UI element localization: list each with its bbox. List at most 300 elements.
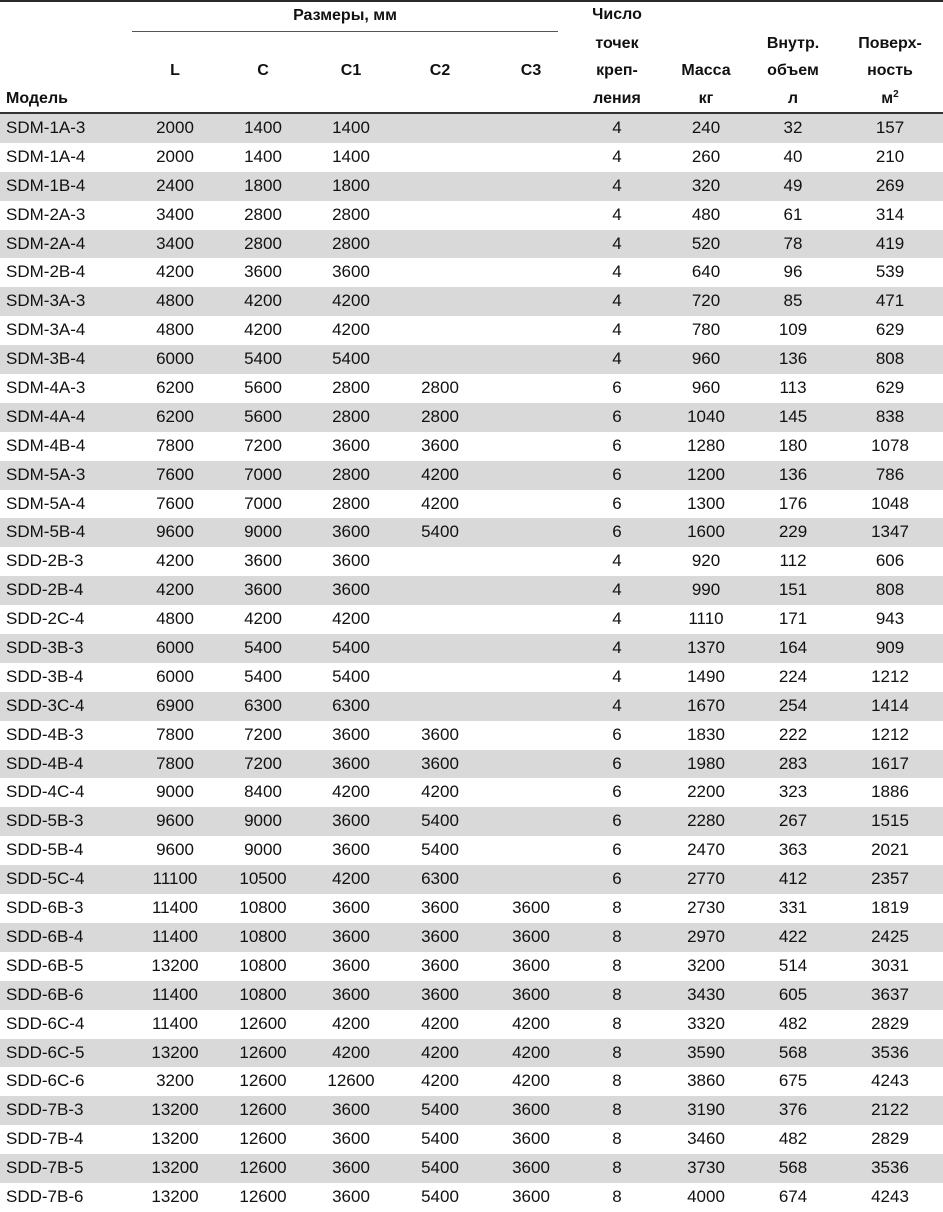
cell-mass: 3590 [687,1042,725,1062]
cell-volume: 514 [778,955,808,975]
cell-model: SDD-6B-5 [6,955,84,975]
cell-model: SDD-3B-4 [6,666,84,686]
cell-l: 11400 [151,898,198,918]
cell-c1: 4200 [332,1013,370,1033]
cell-surface: 269 [875,175,905,195]
cell-surface: 2122 [871,1100,909,1120]
cell-c1: 3600 [332,1129,370,1149]
table-row [0,345,943,374]
cell-c: 4200 [244,291,282,311]
cell-l: 6000 [156,666,194,686]
cell-c1: 3600 [332,1186,370,1206]
header-mass-line2: кг [698,90,714,107]
cell-l: 13200 [151,955,199,975]
cell-c1: 3600 [332,1158,370,1178]
header-c1: C1 [340,62,362,79]
cell-surface: 2425 [871,926,909,946]
cell-mass: 3190 [687,1100,725,1120]
cell-surface: 2357 [871,869,909,889]
cell-volume: 151 [778,580,808,600]
table-row [0,634,943,663]
cell-points: 8 [612,926,622,946]
cell-mass: 1670 [687,695,725,715]
table-row [0,923,943,952]
table-row [0,547,943,576]
table-row [0,258,943,287]
cell-c3: 4200 [512,1013,550,1033]
cell-mass: 1830 [687,724,725,744]
cell-c: 9000 [244,840,282,860]
cell-points: 8 [612,898,622,918]
header-c: C [257,62,269,79]
cell-mass: 240 [691,118,721,137]
cell-l: 6200 [156,406,194,426]
cell-points: 8 [612,1129,622,1149]
table-row [0,230,943,259]
cell-model: SDM-1A-3 [6,118,86,137]
cell-c1: 3600 [332,984,370,1004]
cell-volume: 674 [778,1186,808,1206]
cell-volume: 482 [778,1013,808,1033]
cell-volume: 85 [783,291,803,311]
cell-points: 6 [612,522,622,542]
cell-c: 12600 [239,1071,287,1091]
cell-model: SDM-3B-4 [6,349,86,369]
cell-model: SDM-3A-4 [6,320,86,340]
table-row [0,1183,943,1212]
cell-surface: 606 [875,551,905,571]
cell-mass: 990 [691,580,721,600]
cell-l: 11400 [151,984,198,1004]
cell-c2: 4200 [421,1013,459,1033]
cell-c: 9000 [244,522,282,542]
cell-mass: 2280 [687,811,725,831]
cell-c2: 5400 [421,1129,459,1149]
cell-l: 2400 [156,175,194,195]
cell-c: 12600 [239,1042,287,1062]
cell-volume: 136 [778,349,808,369]
cell-model: SDD-6C-5 [6,1042,85,1062]
cell-c: 5400 [244,666,282,686]
cell-c1: 6300 [332,695,370,715]
cell-surface: 419 [875,233,905,253]
cell-c1: 2800 [332,464,370,484]
cell-c1: 1400 [332,118,370,137]
table-row [0,201,943,230]
cell-c: 9000 [244,811,282,831]
cell-points: 4 [612,262,622,282]
cell-c1: 5400 [332,666,370,686]
cell-c1: 4200 [332,782,370,802]
cell-c2: 3600 [421,926,459,946]
cell-surface: 1212 [871,666,909,686]
cell-volume: 78 [783,233,803,253]
cell-c2: 5400 [421,811,459,831]
header-l: L [170,62,180,79]
cell-model: SDD-2B-4 [6,580,84,600]
table-row [0,1039,943,1068]
table-row [0,605,943,634]
cell-l: 4800 [156,609,194,629]
cell-l: 3400 [156,204,194,224]
cell-c1: 3600 [332,522,370,542]
cell-model: SDM-1B-4 [6,175,86,195]
cell-volume: 96 [783,262,803,282]
cell-l: 7600 [156,464,194,484]
cell-model: SDM-2B-4 [6,262,86,282]
cell-model: SDD-7B-5 [6,1158,84,1178]
cell-c: 7200 [244,724,282,744]
cell-l: 3400 [156,233,194,253]
cell-volume: 376 [778,1100,808,1120]
cell-surface: 2021 [871,840,909,860]
cell-c: 6300 [244,695,282,715]
cell-mass: 2770 [687,869,725,889]
cell-points: 4 [612,118,622,137]
table-row [0,1154,943,1183]
cell-c2: 3600 [421,898,459,918]
cell-mass: 1200 [687,464,725,484]
cell-mass: 3200 [687,955,725,975]
cell-c3: 4200 [512,1071,550,1091]
table-row [0,316,943,345]
cell-surface: 539 [875,262,905,282]
cell-points: 8 [612,1071,622,1091]
cell-l: 7600 [156,493,194,513]
cell-c1: 3600 [332,898,370,918]
cell-c1: 3600 [332,551,370,571]
cell-volume: 222 [778,724,808,744]
cell-volume: 224 [778,666,808,686]
cell-l: 6200 [156,378,194,398]
cell-c: 2800 [244,204,282,224]
cell-mass: 960 [691,378,721,398]
cell-surface: 1819 [871,898,909,918]
cell-c1: 5400 [332,349,370,369]
table-row [0,1125,943,1154]
cell-points: 6 [612,782,622,802]
cell-mass: 3320 [687,1013,725,1033]
cell-volume: 109 [778,320,808,340]
cell-points: 4 [612,291,622,311]
cell-volume: 283 [778,753,808,773]
table-row [0,1096,943,1125]
cell-surface: 3536 [871,1158,909,1178]
cell-l: 11400 [151,1013,198,1033]
cell-model: SDD-2C-4 [6,609,85,629]
cell-mass: 640 [691,262,721,282]
cell-c3: 4200 [512,1042,550,1062]
cell-mass: 720 [691,291,721,311]
cell-l: 7800 [156,435,194,455]
cell-volume: 112 [779,551,807,571]
cell-model: SDD-7B-3 [6,1100,84,1120]
table-row [0,518,943,547]
cell-surface: 1414 [871,695,909,715]
cell-model: SDD-4C-4 [6,782,85,802]
table-body [0,114,943,1212]
cell-model: SDD-6B-3 [6,898,84,918]
cell-c: 10800 [239,955,287,975]
table-row [0,981,943,1010]
cell-model: SDD-5B-3 [6,811,84,831]
cell-surface: 1617 [871,753,909,773]
cell-c: 3600 [244,551,282,571]
cell-c1: 1400 [332,146,370,166]
cell-points: 6 [612,435,622,455]
surface-unit: м [881,90,894,107]
cell-c1: 1800 [332,175,370,195]
cell-model: SDM-4A-3 [6,378,86,398]
cell-c2: 4200 [421,493,459,513]
cell-c3: 3600 [512,898,550,918]
cell-volume: 171 [778,609,808,629]
header-points-line3: креп- [596,62,638,79]
cell-c2: 3600 [421,984,459,1004]
cell-surface: 471 [875,291,905,311]
cell-c2: 2800 [421,406,459,426]
cell-model: SDD-6B-6 [6,984,84,1004]
cell-c3: 3600 [512,955,550,975]
cell-surface: 3031 [871,955,909,975]
cell-volume: 113 [779,378,807,398]
cell-l: 3200 [156,1071,194,1091]
cell-c: 7200 [244,435,282,455]
header-volume-line1: Внутр. [766,35,820,52]
table-row [0,143,943,172]
cell-surface: 3637 [871,984,909,1004]
header-mass-line1: Масса [681,62,731,79]
cell-c: 12600 [239,1186,287,1206]
table-row [0,490,943,519]
cell-model: SDM-5A-4 [6,493,86,513]
table-row [0,750,943,779]
cell-points: 6 [612,753,622,773]
cell-l: 9000 [156,782,194,802]
cell-c3: 3600 [512,926,550,946]
cell-c1: 4200 [332,320,370,340]
table-row [0,1067,943,1096]
dimensions-group-rule [132,31,558,32]
cell-c1: 3600 [332,840,370,860]
cell-c1: 12600 [327,1071,375,1091]
cell-model: SDD-4B-3 [6,724,84,744]
cell-points: 6 [612,811,622,831]
cell-l: 4800 [156,320,194,340]
cell-surface: 314 [875,204,905,224]
cell-volume: 40 [783,146,803,166]
cell-c2: 5400 [421,840,459,860]
cell-mass: 2200 [687,782,725,802]
table-row [0,836,943,865]
cell-volume: 164 [778,638,808,658]
cell-surface: 838 [875,406,905,426]
cell-points: 6 [612,869,622,889]
cell-c1: 5400 [332,638,370,658]
cell-volume: 136 [778,464,808,484]
cell-mass: 3730 [687,1158,725,1178]
cell-l: 9600 [156,840,194,860]
cell-surface: 2829 [871,1129,909,1149]
cell-l: 4800 [156,291,194,311]
cell-c: 1400 [244,146,282,166]
cell-mass: 780 [691,320,721,340]
cell-l: 13200 [151,1042,199,1062]
dimensions-group-header: Размеры, мм [293,7,397,24]
cell-l: 4200 [156,551,194,571]
table-row [0,576,943,605]
table-row [0,952,943,981]
table-row [0,403,943,432]
cell-l: 13200 [151,1100,199,1120]
cell-mass: 4000 [687,1186,725,1206]
table-row [0,374,943,403]
cell-model: SDM-3A-3 [6,291,86,311]
cell-model: SDD-6C-4 [6,1013,85,1033]
cell-model: SDD-3B-3 [6,638,84,658]
cell-c: 4200 [244,609,282,629]
cell-model: SDM-5B-4 [6,522,86,542]
cell-c2: 3600 [421,753,459,773]
cell-surface: 2829 [871,1013,909,1033]
cell-c3: 3600 [512,984,550,1004]
cell-model: SDD-5B-4 [6,840,84,860]
header-volume-line3: л [787,90,799,107]
cell-c1: 3600 [332,580,370,600]
cell-volume: 482 [778,1129,808,1149]
cell-mass: 520 [691,233,721,253]
cell-points: 4 [612,349,622,369]
cell-volume: 605 [778,984,808,1004]
cell-surface: 1078 [871,435,909,455]
cell-volume: 145 [778,406,808,426]
cell-c: 12600 [239,1013,287,1033]
cell-c1: 4200 [332,1042,370,1062]
cell-model: SDM-5A-3 [6,464,86,484]
cell-volume: 323 [778,782,808,802]
cell-surface: 1347 [871,522,909,542]
cell-c: 1400 [244,118,282,137]
cell-model: SDD-5C-4 [6,869,85,889]
cell-points: 8 [612,1042,622,1062]
table-row [0,807,943,836]
cell-model: SDM-2A-4 [6,233,86,253]
cell-c: 2800 [244,233,282,253]
cell-c: 4200 [244,320,282,340]
cell-c1: 2800 [332,233,370,253]
cell-c: 10800 [239,898,287,918]
table-row [0,865,943,894]
cell-points: 6 [612,378,622,398]
cell-c: 10500 [239,869,287,889]
cell-c1: 4200 [332,609,370,629]
cell-c2: 5400 [421,1100,459,1120]
cell-mass: 1490 [687,666,725,686]
cell-c: 5600 [244,378,282,398]
table-row [0,432,943,461]
cell-mass: 260 [691,146,721,166]
cell-c2: 5400 [421,1158,459,1178]
cell-c1: 4200 [332,869,370,889]
cell-surface: 3536 [871,1042,909,1062]
cell-l: 11400 [151,926,198,946]
cell-mass: 1370 [687,638,725,658]
cell-c: 7000 [244,464,282,484]
cell-c: 8400 [244,782,282,802]
cell-c1: 2800 [332,204,370,224]
cell-volume: 49 [783,175,803,195]
cell-c: 12600 [239,1158,287,1178]
cell-points: 4 [612,638,622,658]
cell-c: 7200 [244,753,282,773]
cell-points: 4 [612,204,622,224]
cell-l: 13200 [151,1129,199,1149]
cell-l: 4200 [156,262,194,282]
cell-surface: 4243 [871,1071,909,1091]
surface-unit-exponent: 2 [893,89,899,100]
cell-surface: 1886 [871,782,909,802]
cell-mass: 1980 [687,753,725,773]
cell-surface: 4243 [871,1186,909,1206]
cell-surface: 808 [875,349,905,369]
cell-mass: 1280 [687,435,725,455]
cell-c1: 3600 [332,262,370,282]
cell-points: 8 [612,984,622,1004]
cell-c2: 6300 [421,869,459,889]
cell-volume: 176 [778,493,808,513]
header-points-line4: ления [593,90,641,107]
cell-mass: 3430 [687,984,725,1004]
cell-volume: 61 [783,204,803,224]
cell-c2: 2800 [421,378,459,398]
cell-c3: 3600 [512,1129,550,1149]
cell-c3: 3600 [512,1100,550,1120]
cell-c: 10800 [239,984,287,1004]
cell-model: SDD-6B-4 [6,926,84,946]
cell-model: SDD-7B-4 [6,1129,84,1149]
cell-c: 7000 [244,493,282,513]
cell-c3: 3600 [512,1158,550,1178]
cell-surface: 909 [875,638,905,658]
table-row [0,663,943,692]
cell-model: SDM-4A-4 [6,406,86,426]
cell-points: 8 [612,955,622,975]
cell-c1: 4200 [332,291,370,311]
cell-c2: 4200 [421,1042,459,1062]
cell-c2: 3600 [421,955,459,975]
table-row [0,1010,943,1039]
cell-c: 5400 [244,638,282,658]
cell-volume: 422 [778,926,808,946]
header-surface-line2: ность [867,62,913,79]
cell-volume: 254 [778,695,808,715]
cell-volume: 267 [778,811,808,831]
cell-l: 7800 [156,724,194,744]
header-c2: C2 [429,62,451,79]
table-top-rule [0,0,943,2]
cell-model: SDD-4B-4 [6,753,84,773]
header-model: Модель [6,90,68,107]
cell-c2: 4200 [421,782,459,802]
cell-points: 4 [612,146,622,166]
cell-model: SDD-7B-6 [6,1186,84,1206]
cell-mass: 2970 [687,926,725,946]
cell-points: 4 [612,666,622,686]
cell-l: 13200 [151,1158,199,1178]
cell-points: 6 [612,840,622,860]
cell-model: SDM-2A-3 [6,204,86,224]
cell-model: SDD-3C-4 [6,695,85,715]
